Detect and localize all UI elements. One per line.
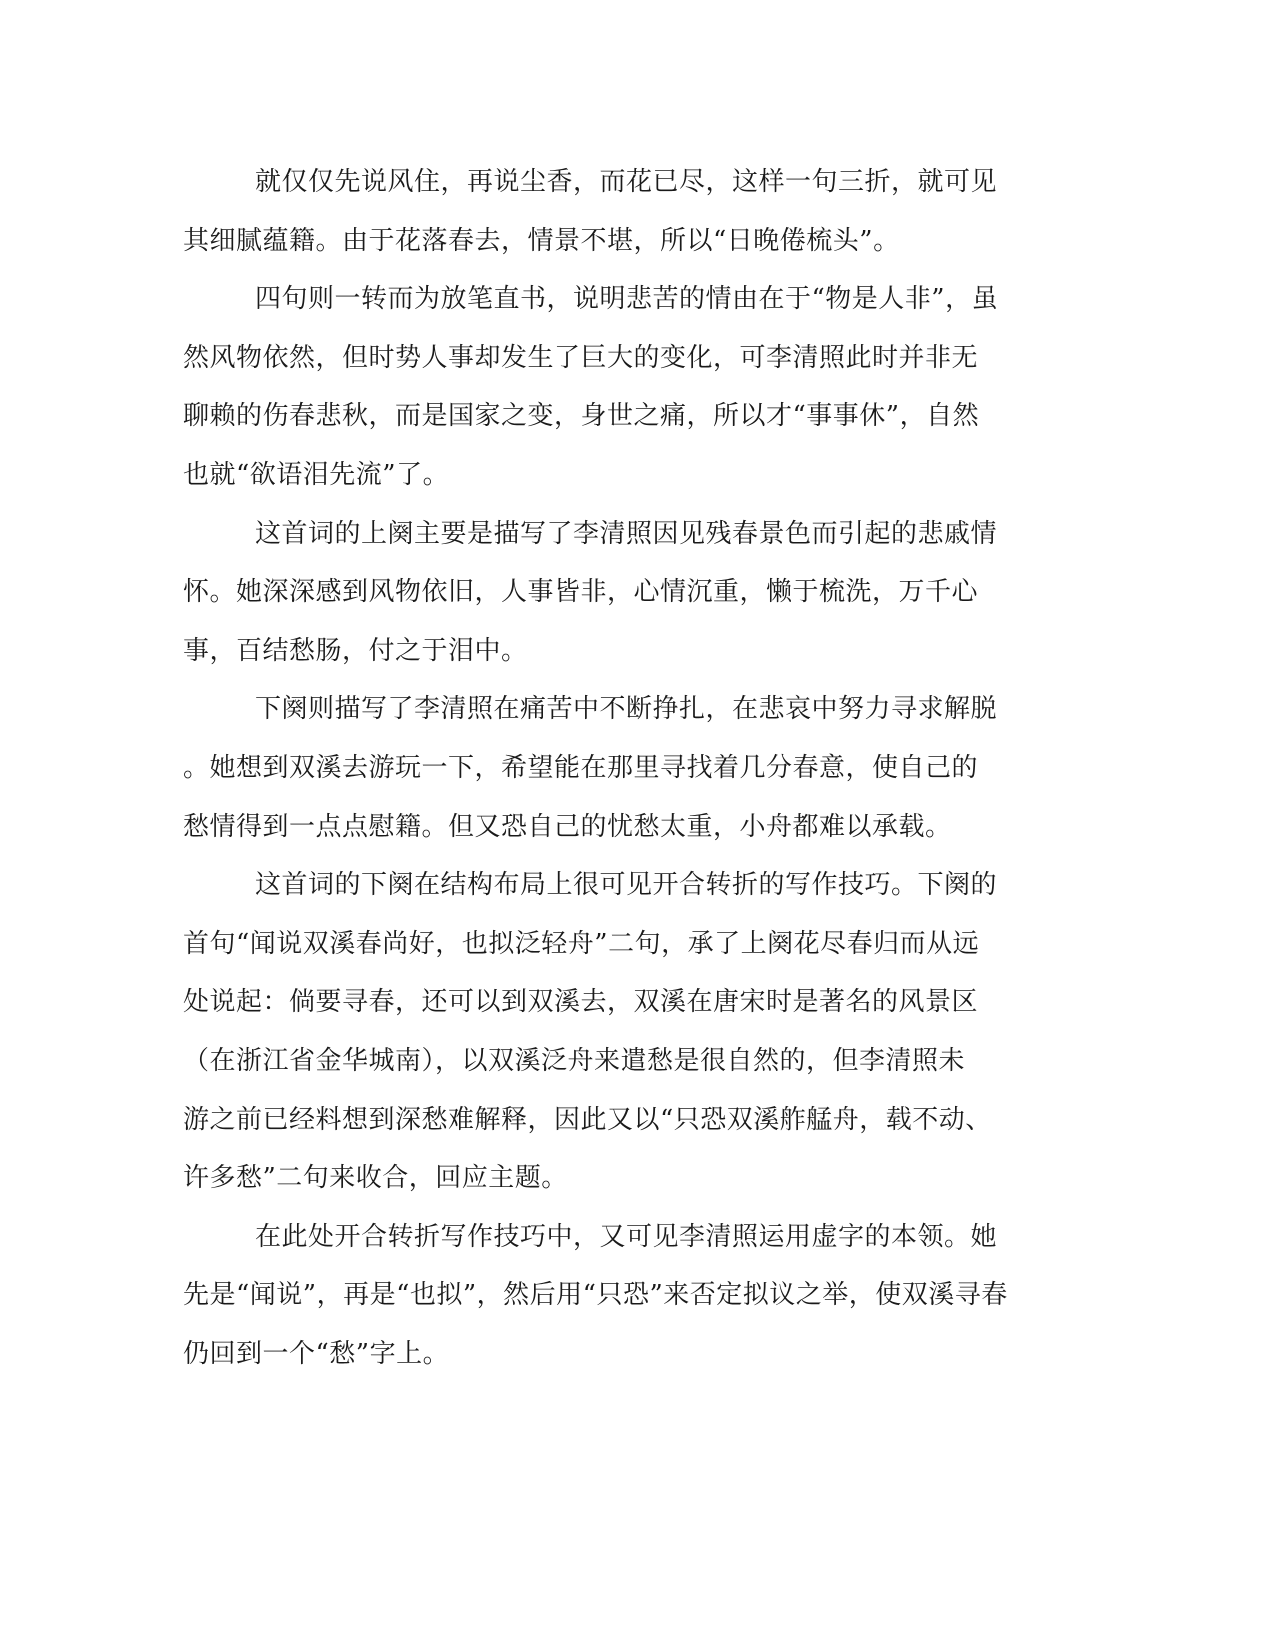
text-line: 首句“闻说双溪春尚好，也拟泛轻舟”二句，承了上阕花尽春归而从远 [183, 928, 980, 959]
text-line: 就仅仅先说风住，再说尘香，而花已尽，这样一句三折，就可见 [255, 167, 998, 197]
text-line: 游之前已经料想到深愁难解释，因此又以“只恐双溪舴艋舟，载不动、 [183, 1104, 992, 1135]
paragraph-3 [183, 505, 1043, 681]
text-line: 然风物依然，但时势人事却发生了巨大的变化，可李清照此时并非无 [183, 342, 979, 373]
text-line: 仍回到一个“愁”字上。 [183, 1338, 450, 1369]
text-line: 。她想到双溪去游玩一下，希望能在那里寻找着几分春意，使自己的 [183, 752, 979, 783]
text-line: 在此处开合转折写作技巧中，又可见李清照运用虚字的本领。她 [255, 1221, 998, 1252]
text-line: 这首词的下阕在结构布局上很可见开合转折的写作技巧。下阕的 [255, 870, 998, 901]
paragraph-4 [183, 680, 1043, 856]
paragraph-6 [183, 1208, 1043, 1384]
text-line: 这首词的上阕主要是描写了李清照因见残春景色而引起的悲戚情 [255, 518, 998, 549]
paragraph-2 [183, 270, 1043, 504]
text-line: 事，百结愁肠，付之于泪中。 [183, 635, 528, 666]
text-line: 下阕则描写了李清照在痛苦中不断挣扎，在悲哀中努力寻求解脱 [255, 694, 998, 725]
text-line: 也就“欲语泪先流”了。 [183, 459, 450, 490]
text-line: 许多愁”二句来收合，回应主题。 [183, 1163, 568, 1194]
text-line: 其细腻蕴籍。由于花落春去，情景不堪，所以“日晚倦梳头”。 [183, 225, 900, 256]
text-line: 愁情得到一点点慰籍。但又恐自己的忧愁太重，小舟都难以承载。 [183, 811, 952, 842]
paragraph-5 [183, 856, 1043, 1208]
paragraph-1 [183, 153, 1043, 270]
text-line: 四句则一转而为放笔直书，说明悲苦的情由在于“物是人非”，虽 [255, 284, 999, 315]
text-line: 聊赖的伤春悲秋，而是国家之变，身世之痛，所以才“事事休”，自然 [183, 401, 980, 432]
text-line: 先是“闻说”，再是“也拟”，然后用“只恐”来否定拟议之举，使双溪寻春 [183, 1280, 1008, 1311]
text-line: 处说起：倘要寻春，还可以到双溪去，双溪在唐宋时是著名的风景区 [183, 987, 979, 1018]
text-line: （在浙江省金华城南），以双溪泛舟来遣愁是很自然的，但李清照未 [183, 1045, 966, 1076]
text-line: 怀。她深深感到风物依旧，人事皆非，心情沉重，懒于梳洗，万千心 [183, 577, 979, 608]
body-text [183, 153, 1043, 1383]
